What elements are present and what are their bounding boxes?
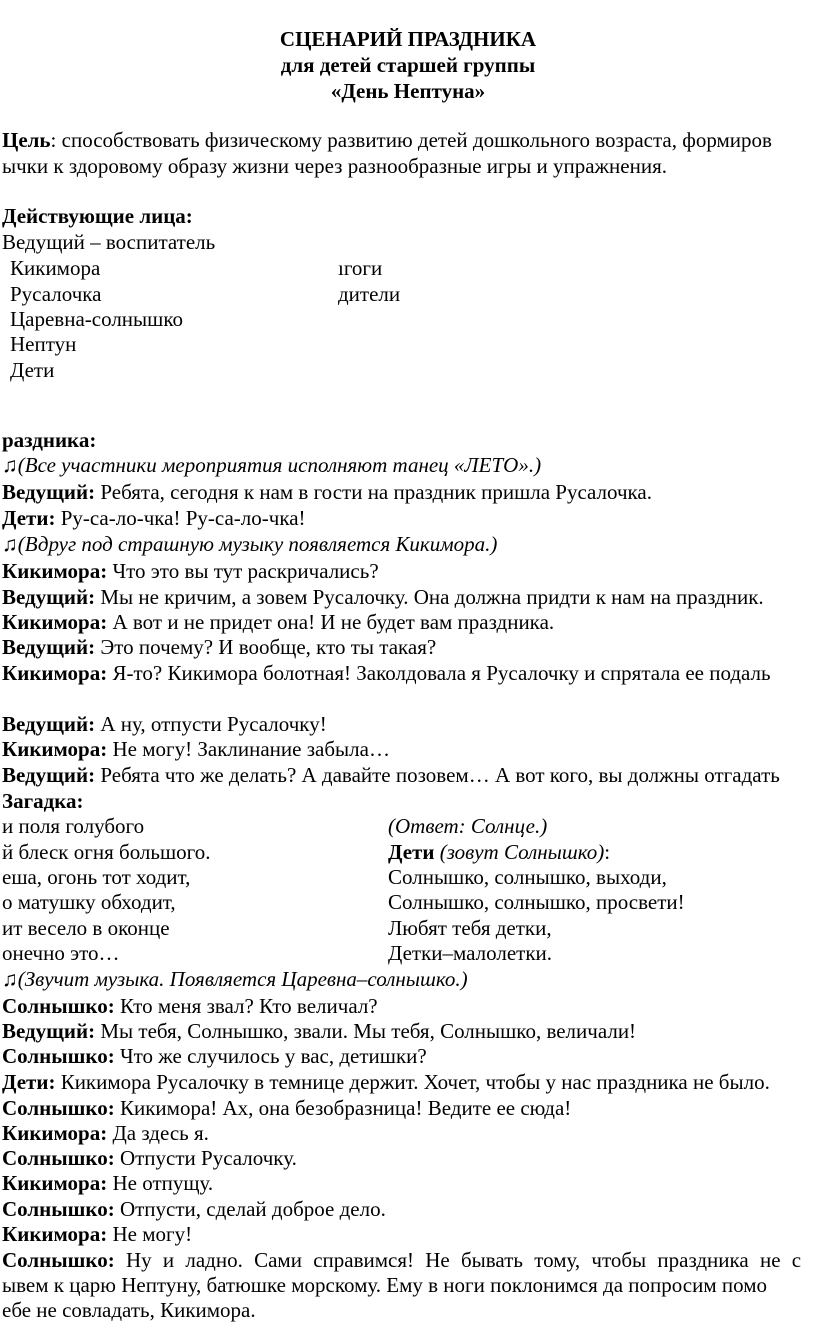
- speaker: Дети:: [2, 506, 56, 530]
- speaker: Солнышко:: [2, 1044, 115, 1068]
- stage-direction: [2, 453, 541, 478]
- speech: Кто меня звал? Кто величал?: [114, 994, 378, 1018]
- speaker: Ведущий:: [2, 635, 96, 659]
- song-line: Любят тебя детки,: [388, 916, 552, 940]
- final-line-1: [2, 1248, 816, 1273]
- cast-item: Дети: [10, 358, 55, 382]
- stage-direction-text: (Вдруг под страшную музыку появляется Кикимора.): [17, 532, 498, 556]
- colon: :: [604, 840, 611, 864]
- cast-host: Ведущий – воспитатель: [2, 230, 216, 254]
- dialog-line: [2, 994, 378, 1019]
- plan-heading: раздника:: [2, 428, 97, 452]
- riddle-line: еша, огонь тот ходит,: [2, 865, 191, 889]
- goal-text: : способствовать физическому развитию детей дошкольного возраста, формиров: [50, 128, 772, 152]
- speaker: Кикимора:: [2, 661, 108, 685]
- speech: Это почему? И вообще, кто ты такая?: [95, 635, 437, 659]
- dialog-line: [2, 559, 379, 584]
- dialog-line: [2, 737, 390, 762]
- speech: Ру-са-ло-чка! Ру-са-ло-чка!: [55, 506, 306, 530]
- speaker: Ведущий:: [2, 1019, 96, 1043]
- speaker: Солнышко:: [2, 1096, 115, 1120]
- cast-item-right: ıгоги: [338, 256, 383, 280]
- speaker: Ведущий:: [2, 585, 96, 609]
- speaker: Ведущий:: [2, 712, 96, 736]
- music-note-icon: ♫: [2, 453, 18, 477]
- dialog-line: [2, 1096, 571, 1121]
- speaker: Кикимора:: [2, 1121, 108, 1145]
- dialog-line: [2, 1019, 636, 1044]
- document-subtitle: для детей старшей группы: [280, 53, 536, 77]
- speech: А вот и не придет она! И не будет вам праздника.: [107, 610, 555, 634]
- song-line: Солнышко, солнышко, выходи,: [388, 865, 667, 889]
- speaker: Кикимора:: [2, 610, 108, 634]
- stage-note: (зовут Солнышко): [434, 840, 605, 864]
- dialog-line: [2, 1171, 213, 1196]
- final-line-3: ебе не совладать, Кикимора.: [2, 1298, 256, 1322]
- goal-label: Цель: [2, 128, 51, 152]
- cast-item: Кикимора: [10, 256, 101, 280]
- speech: Ну и ладно. Сами справимся! Не бывать тому, чтобы праздника не с: [114, 1248, 802, 1272]
- final-line-2: ывем к царю Нептуну, батюшке морскому. Ему в ноги поклонимся да попросим помо: [2, 1273, 768, 1297]
- speaker: Дети:: [2, 1070, 56, 1094]
- cast-heading: Действующие лица:: [2, 204, 193, 228]
- dialog-line: [2, 635, 436, 660]
- riddle-heading: Загадка:: [2, 789, 84, 813]
- dialog-line: [2, 585, 764, 610]
- speech: Мы не кричим, а зовем Русалочку. Она должна придти к нам на праздник.: [95, 585, 764, 609]
- dialog-line: [2, 661, 771, 686]
- dialog-line: [2, 1121, 209, 1146]
- dialog-line: [2, 763, 780, 788]
- speaker: Солнышко:: [2, 1248, 115, 1272]
- dialog-line: [2, 712, 327, 737]
- song-line: Солнышко, солнышко, просвети!: [388, 890, 685, 914]
- cast-item: Нептун: [10, 332, 77, 356]
- riddle-line: о матушку обходит,: [2, 890, 176, 914]
- speaker: Дети: [388, 840, 435, 864]
- speaker: Солнышко:: [2, 1197, 115, 1221]
- stage-direction-text: (Все участники мероприятия исполняют танец «ЛЕТО».): [17, 453, 542, 477]
- riddle-line: ит весело в оконце: [2, 916, 170, 940]
- speech: Кикимора! Ах, она безобразница! Ведите ее сюда!: [114, 1096, 572, 1120]
- speech: Кикимора Русалочку в темнице держит. Хочет, чтобы у нас праздника не было.: [55, 1070, 770, 1094]
- dialog-line: [2, 1197, 386, 1222]
- dialog-line: [2, 610, 554, 635]
- music-note-icon: ♫: [2, 967, 18, 991]
- stage-direction: [2, 532, 497, 557]
- speech: Да здесь я.: [107, 1121, 209, 1145]
- song-line: Детки–малолетки.: [388, 941, 553, 965]
- music-note-icon: ♫: [2, 532, 18, 556]
- cast-item: Царевна-солнышко: [10, 307, 183, 331]
- holiday-name: «День Нептуна»: [330, 79, 486, 103]
- riddle-answer: (Ответ: Солнце.): [388, 814, 548, 838]
- cast-item-right: дители: [338, 282, 401, 306]
- dialog-line: [2, 1044, 427, 1069]
- dialog-line: [2, 1222, 192, 1247]
- speaker: Солнышко:: [2, 994, 115, 1018]
- speaker: Кикимора:: [2, 1171, 108, 1195]
- riddle-line: онечно это…: [2, 941, 120, 965]
- speech: Отпусти, сделай доброе дело.: [114, 1197, 386, 1221]
- dialog-line: [2, 480, 652, 505]
- speech: Я-то? Кикимора болотная! Заколдовала я Русалочку и спрятала ее подаль: [107, 661, 771, 685]
- stage-direction: [2, 967, 468, 992]
- document-title: СЦЕНАРИЙ ПРАЗДНИКА: [279, 27, 537, 51]
- speech: Не отпущу.: [107, 1171, 214, 1195]
- speaker: Кикимора:: [2, 559, 108, 583]
- dialog-line: [2, 506, 306, 531]
- goal-line-2: ычки к здоровому образу жизни через разнообразные игры и упражнения.: [2, 154, 667, 178]
- speech: А ну, отпусти Русалочку!: [95, 712, 327, 736]
- speaker: Солнышко:: [2, 1146, 115, 1170]
- speech: Ребята, сегодня к нам в гости на праздник пришла Русалочка.: [95, 480, 652, 504]
- dialog-line: [2, 1146, 297, 1171]
- speech: Что же случилось у вас, детишки?: [114, 1044, 427, 1068]
- speech: Что это вы тут раскричались?: [107, 559, 379, 583]
- speaker: Ведущий:: [2, 763, 96, 787]
- speech: Ребята что же делать? А давайте позовем… А вот кого, вы должны отгадать: [95, 763, 780, 787]
- dialog-line: [2, 1070, 770, 1095]
- speaker: Ведущий:: [2, 480, 96, 504]
- speech: Мы тебя, Солнышко, звали. Мы тебя, Солнышко, величали!: [95, 1019, 637, 1043]
- speech: Не могу! Заклинание забыла…: [107, 737, 390, 761]
- riddle-line: й блеск огня большого.: [2, 840, 211, 864]
- speech: Отпусти Русалочку.: [114, 1146, 297, 1170]
- cast-item: Русалочка: [10, 282, 102, 306]
- goal-line-1: [2, 128, 772, 153]
- speech: Не могу!: [107, 1222, 193, 1246]
- stage-direction-text: (Звучит музыка. Появляется Царевна–солнышко.): [17, 967, 468, 991]
- riddle-line: и поля голубого: [2, 814, 145, 838]
- kids-call: [388, 840, 610, 865]
- speaker: Кикимора:: [2, 737, 108, 761]
- speaker: Кикимора:: [2, 1222, 108, 1246]
